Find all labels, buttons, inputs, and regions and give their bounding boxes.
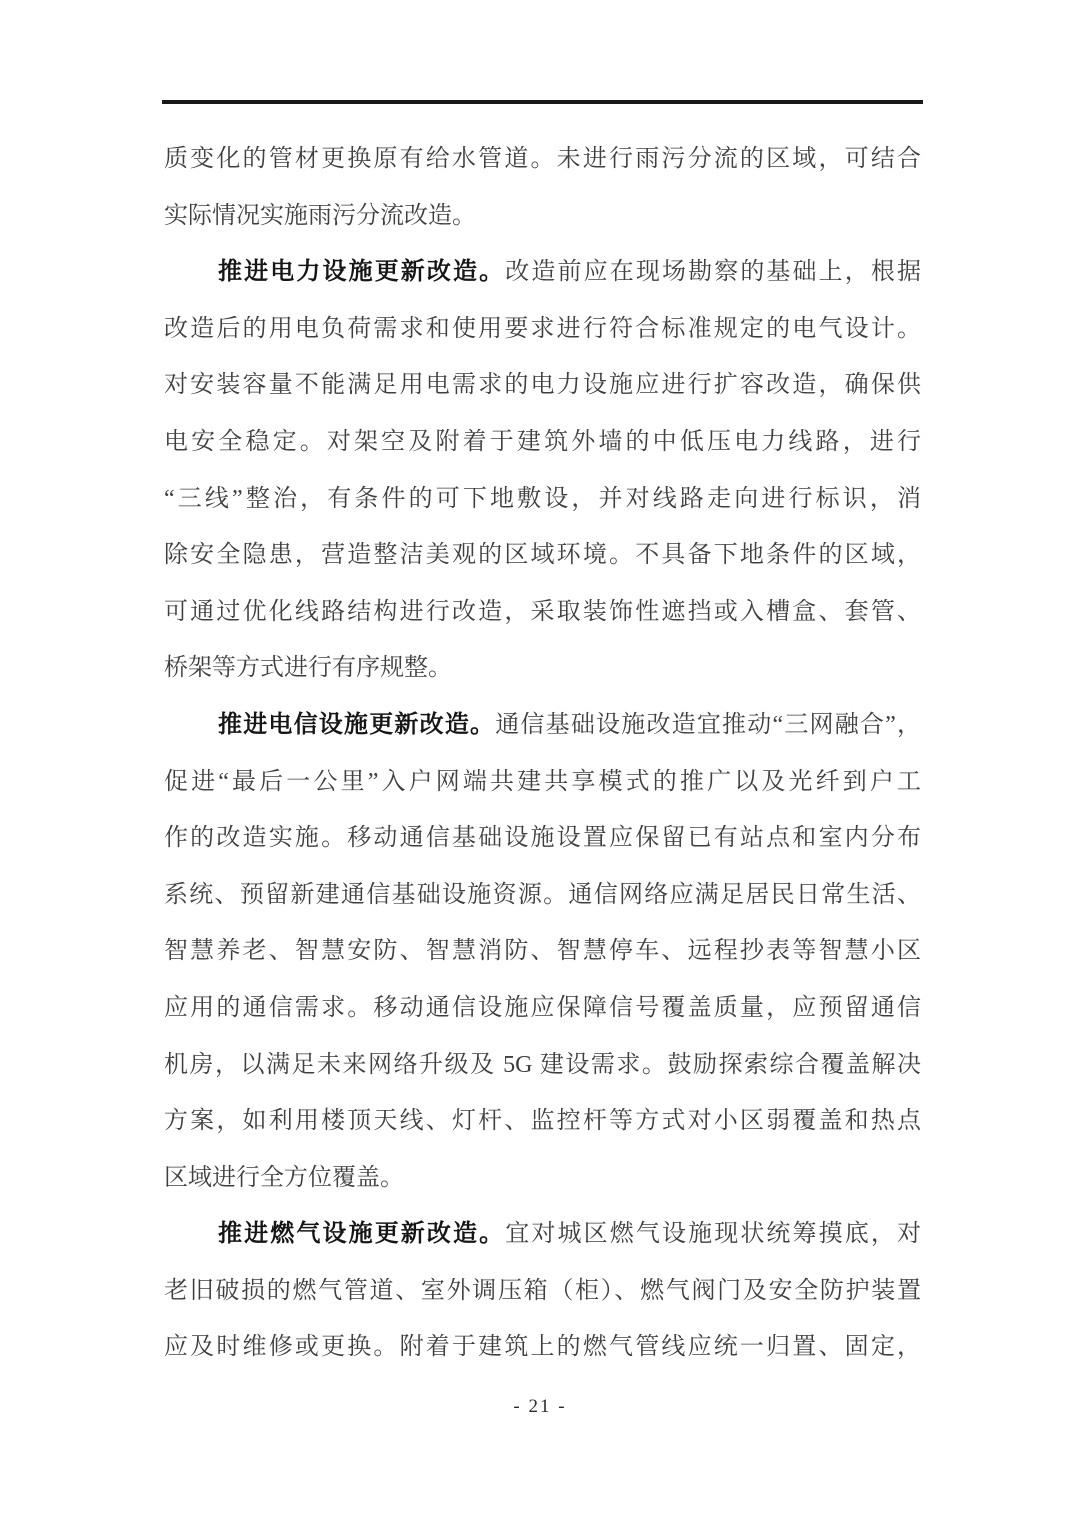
line-text: “三线”整治，有条件的可下地敷设，并对线路走向进行标识，消	[164, 485, 921, 512]
paragraph-lead-bold: 推进燃气设施更新改造。	[218, 1221, 506, 1248]
header-divider-line	[162, 100, 923, 104]
paragraph-lead-bold: 推进电力设施更新改造。	[218, 259, 506, 286]
line-text: 作的改造实施。移动通信基础设施设置应保留已有站点和室内分布	[164, 825, 921, 852]
text-line	[164, 527, 921, 584]
text-line	[164, 754, 921, 811]
text-line	[164, 1093, 921, 1150]
text-line	[164, 923, 921, 980]
line-text: 质变化的管材更换原有给水管道。未进行雨污分流的区域，可结合	[164, 146, 921, 172]
text-line	[164, 810, 921, 867]
page-number: - 21 -	[513, 1396, 567, 1417]
text-line	[164, 301, 921, 358]
line-text: 宜对城区燃气设施现状统筹摸底，对	[505, 1221, 921, 1248]
line-text: 应及时维修或更换。附着于建筑上的燃气管线应统一归置、固定，	[164, 1334, 921, 1361]
document-body	[164, 131, 921, 1376]
text-line	[164, 980, 921, 1037]
text-line	[164, 188, 921, 245]
line-text: 除安全隐患，营造整洁美观的区域环境。不具备下地条件的区域，	[164, 542, 921, 569]
line-text: 区域进行全方位覆盖。	[164, 1164, 404, 1191]
line-text: 通信基础设施改造宜推动“三网融合”，	[495, 711, 921, 738]
line-text: 机房，以满足未来网络升级及 5G 建设需求。鼓励探索综合覆盖解决	[164, 1051, 921, 1078]
line-text: 应用的通信需求。移动通信设施应保障信号覆盖质量，应预留通信	[164, 994, 921, 1021]
paragraph-lead-bold: 推进电信设施更新改造。	[218, 711, 496, 738]
text-line	[164, 131, 921, 188]
paragraph-start-line	[164, 697, 921, 754]
paragraph-start-line	[164, 244, 921, 301]
text-line	[164, 1319, 921, 1376]
line-text: 对安装容量不能满足用电需求的电力设施应进行扩容改造，确保供	[164, 372, 921, 399]
line-text: 改造前应在现场勘察的基础上，根据	[505, 259, 921, 286]
line-text: 桥架等方式进行有序规整。	[164, 655, 452, 682]
line-text: 改造后的用电负荷需求和使用要求进行符合标准规定的电气设计。	[164, 315, 921, 342]
line-text: 促进“最后一公里”入户网端共建共享模式的推广以及光纤到户工	[164, 768, 921, 795]
text-line	[164, 640, 921, 697]
line-text: 方案，如利用楼顶天线、灯杆、监控杆等方式对小区弱覆盖和热点	[164, 1108, 921, 1135]
line-text: 实际情况实施雨污分流改造。	[164, 202, 476, 229]
text-line	[164, 357, 921, 414]
line-text: 智慧养老、智慧安防、智慧消防、智慧停车、远程抄表等智慧小区	[164, 938, 921, 965]
text-line	[164, 1150, 921, 1207]
text-line	[164, 1037, 921, 1094]
line-text: 可通过优化线路结构进行改造，采取装饰性遮挡或入槽盒、套管、	[164, 598, 921, 625]
text-line	[164, 471, 921, 528]
line-text: 系统、预留新建通信基础设施资源。通信网络应满足居民日常生活、	[164, 881, 921, 908]
paragraph-start-line	[164, 1206, 921, 1263]
text-line	[164, 414, 921, 471]
text-line	[164, 584, 921, 641]
text-line	[164, 867, 921, 924]
line-text: 电安全稳定。对架空及附着于建筑外墙的中低压电力线路，进行	[164, 428, 921, 455]
text-line	[164, 1263, 921, 1320]
line-text: 老旧破损的燃气管道、室外调压箱（柜）、燃气阀门及安全防护装置	[164, 1277, 921, 1304]
